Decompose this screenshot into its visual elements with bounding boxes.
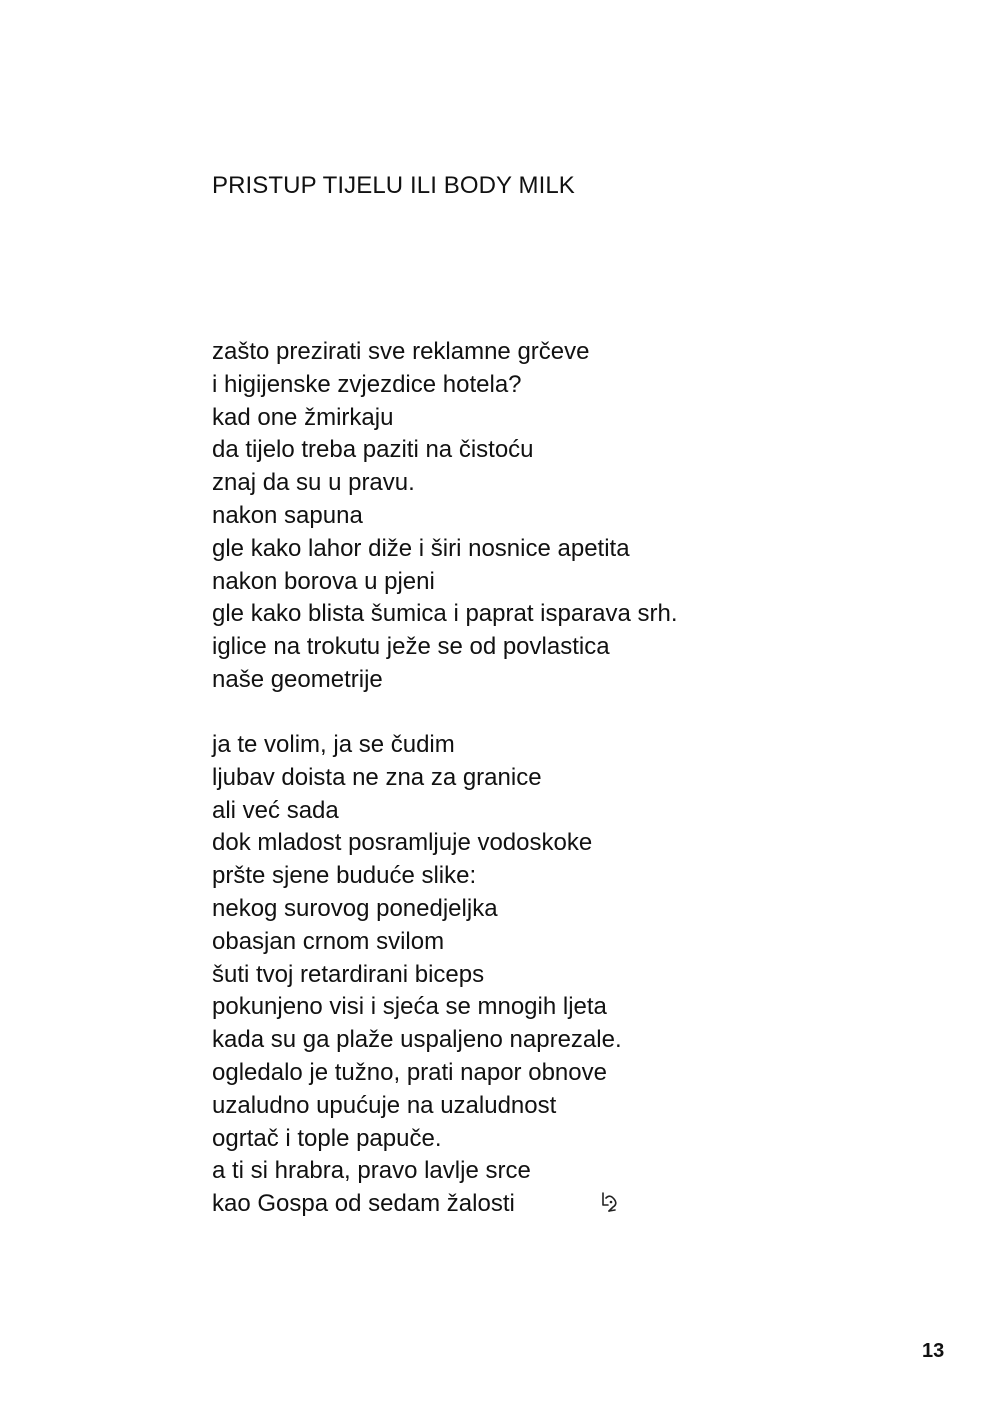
poem-line: šuti tvoj retardirani biceps [212, 960, 485, 988]
poem-line: dok mladost posramljuje vodoskoke [212, 829, 593, 857]
poem-line: uzaludno upućuje na uzaludnost [212, 1091, 557, 1119]
poem-line: i higijenske zvjezdice hotela? [212, 370, 522, 398]
poem-line: ogledalo je tužno, prati napor obnove [212, 1058, 607, 1086]
poem-line: nekog surovog ponedjeljka [212, 894, 498, 922]
poem-line: nakon borova u pjeni [212, 567, 435, 595]
poem-line: da tijelo treba paziti na čistoću [212, 436, 534, 464]
poem-line: iglice na trokutu ježe se od povlastica [212, 633, 610, 661]
page-number: 13 [922, 1340, 945, 1362]
poem-line: obasjan crnom svilom [212, 927, 445, 955]
poem-line: gle kako lahor diže i širi nosnice apetita [212, 534, 630, 562]
poem-line: gle kako blista šumica i paprat isparava srh. [212, 600, 678, 628]
poem-line: pršte sjene buduće slike: [212, 862, 477, 890]
poem-line: pokunjeno visi i sjeća se mnogih ljeta [212, 993, 607, 1021]
poem-line: nakon sapuna [212, 501, 363, 529]
poem-line: kao Gospa od sedam žalosti [212, 1190, 515, 1218]
poem-line: naše geometrije [212, 665, 383, 693]
poem-line: ali već sada [212, 796, 339, 824]
poem-line: a ti si hrabra, pravo lavlje srce [212, 1157, 531, 1185]
poem-line: zašto prezirati sve reklamne grčeve [212, 338, 590, 365]
poem-line: znaj da su u pravu. [212, 469, 415, 497]
poem-line: ja te volim, ja se čudim [212, 731, 455, 758]
poem-line: ljubav doista ne zna za granice [212, 763, 542, 791]
poem-line: kad one žmirkaju [212, 403, 394, 431]
stanza-2 [212, 729, 622, 1221]
poem-title: PRISTUP TIJELU ILI BODY MILK [212, 172, 575, 199]
poem-line: kada su ga plaže uspaljeno naprezale. [212, 1026, 622, 1054]
poem-line: ogrtač i tople papuče. [212, 1124, 442, 1152]
end-ornament-icon [598, 1190, 624, 1216]
stanza-1 [212, 336, 678, 697]
